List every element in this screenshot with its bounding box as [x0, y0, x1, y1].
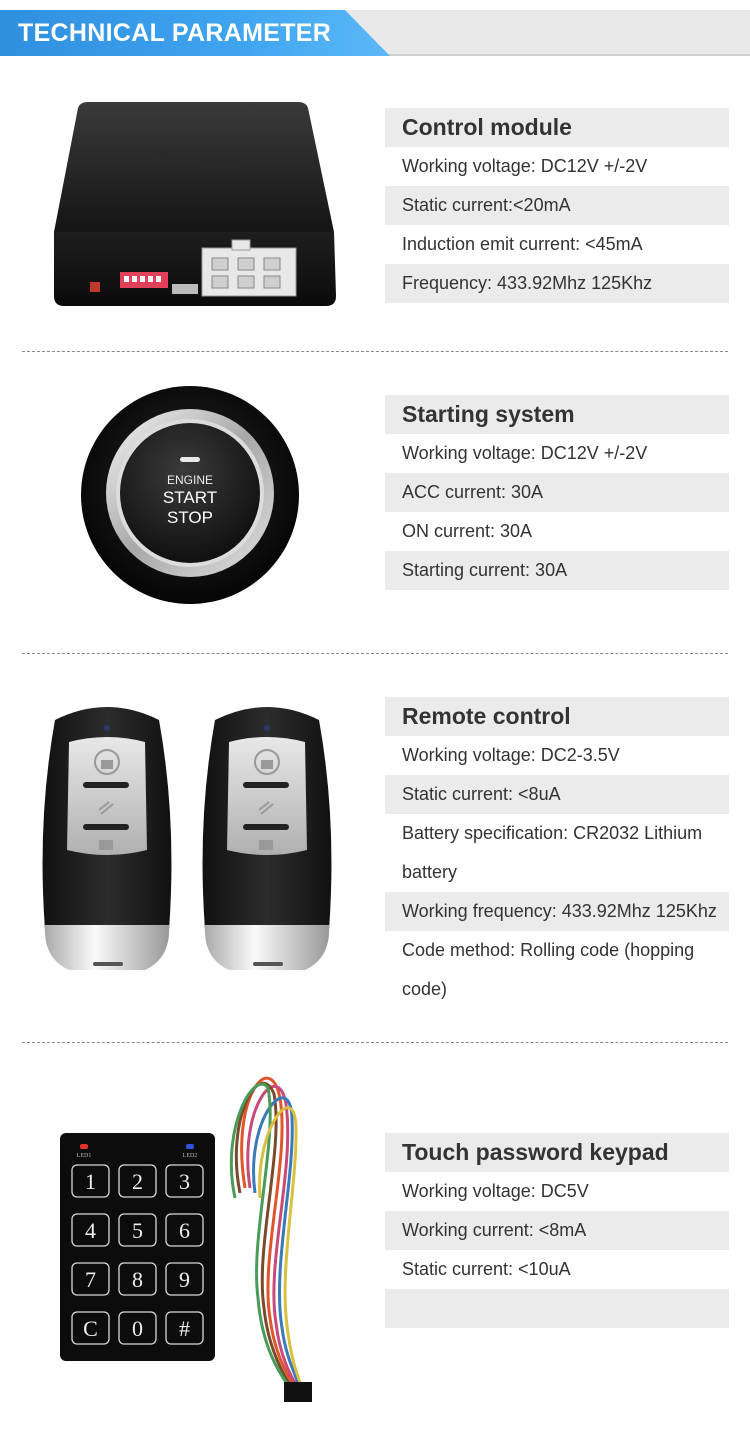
spec-row: Static current: <8uA — [385, 775, 729, 814]
section-title-touch-keypad: Touch password keypad — [385, 1133, 729, 1172]
keypad-key-label: # — [179, 1316, 190, 1341]
led1-label: LED1 — [76, 1153, 92, 1159]
keypad-key-label: 1 — [85, 1169, 96, 1194]
brand-embossed-text: EASYGUARD — [150, 150, 240, 176]
keypad-wire-harness-image — [200, 1058, 330, 1408]
button-text-start: START — [162, 488, 218, 507]
spec-row: Static current:<20mA — [385, 186, 729, 225]
spec-row: Working voltage: DC5V — [402, 1181, 589, 1201]
spec-row: Frequency: 433.92Mhz 125Khz — [385, 264, 729, 303]
spec-row: battery — [402, 862, 458, 882]
section-divider — [22, 1042, 728, 1043]
control-module-image — [50, 100, 340, 310]
spec-row: Working voltage: DC12V +/-2V — [402, 443, 648, 463]
spec-row: Battery specification: CR2032 Lithium — [402, 823, 703, 843]
keypad-key-label: 2 — [132, 1169, 143, 1194]
spec-row: code) — [402, 979, 448, 999]
button-text-engine: ENGINE — [166, 473, 214, 487]
keypad-key-label: C — [83, 1316, 98, 1341]
page-title: TECHNICAL PARAMETER — [18, 19, 332, 47]
spec-row: Working voltage: DC12V +/-2V — [402, 156, 648, 176]
spec-row-empty — [385, 1289, 729, 1328]
button-text-stop: STOP — [167, 508, 213, 527]
section-title-remote-control: Remote control — [385, 697, 729, 736]
keypad-key-label: 6 — [179, 1218, 190, 1243]
keypad-key-label: 4 — [85, 1218, 96, 1243]
keypad-key-label: 7 — [85, 1267, 96, 1292]
spec-table-starting-system — [385, 395, 729, 590]
spec-row: Induction emit current: <45mA — [402, 234, 643, 254]
keypad-key-label: 3 — [179, 1169, 190, 1194]
spec-row: Working current: <8mA — [385, 1211, 729, 1250]
remote-control-fob-right — [195, 700, 340, 975]
section-title-starting-system: Starting system — [385, 395, 729, 434]
keypad-key-label: 5 — [132, 1218, 143, 1243]
led2-label: LED2 — [182, 1153, 198, 1159]
remote-control-fob-left — [35, 700, 180, 975]
header-banner — [0, 10, 750, 56]
spec-row: Working voltage: DC2-3.5V — [402, 745, 620, 765]
spec-row: ON current: 30A — [402, 521, 533, 541]
spec-table-touch-keypad — [385, 1133, 729, 1328]
keypad-key-label: 9 — [179, 1267, 190, 1292]
keypad-key-label: 0 — [132, 1316, 143, 1341]
spec-row: Working frequency: 433.92Mhz 125Khz — [385, 892, 729, 931]
start-stop-button-image — [80, 385, 300, 605]
section-title-control-module: Control module — [385, 108, 729, 147]
section-divider — [22, 653, 728, 654]
section-divider — [22, 351, 728, 352]
keypad-key-label: 8 — [132, 1267, 143, 1292]
spec-row: ACC current: 30A — [385, 473, 729, 512]
spec-table-remote-control — [385, 697, 729, 1009]
spec-row: Static current: <10uA — [402, 1259, 571, 1279]
spec-row: Starting current: 30A — [385, 551, 729, 590]
touch-keypad-image — [60, 1133, 215, 1361]
spec-row: Code method: Rolling code (hopping — [402, 940, 695, 960]
spec-table-control-module — [385, 108, 729, 303]
